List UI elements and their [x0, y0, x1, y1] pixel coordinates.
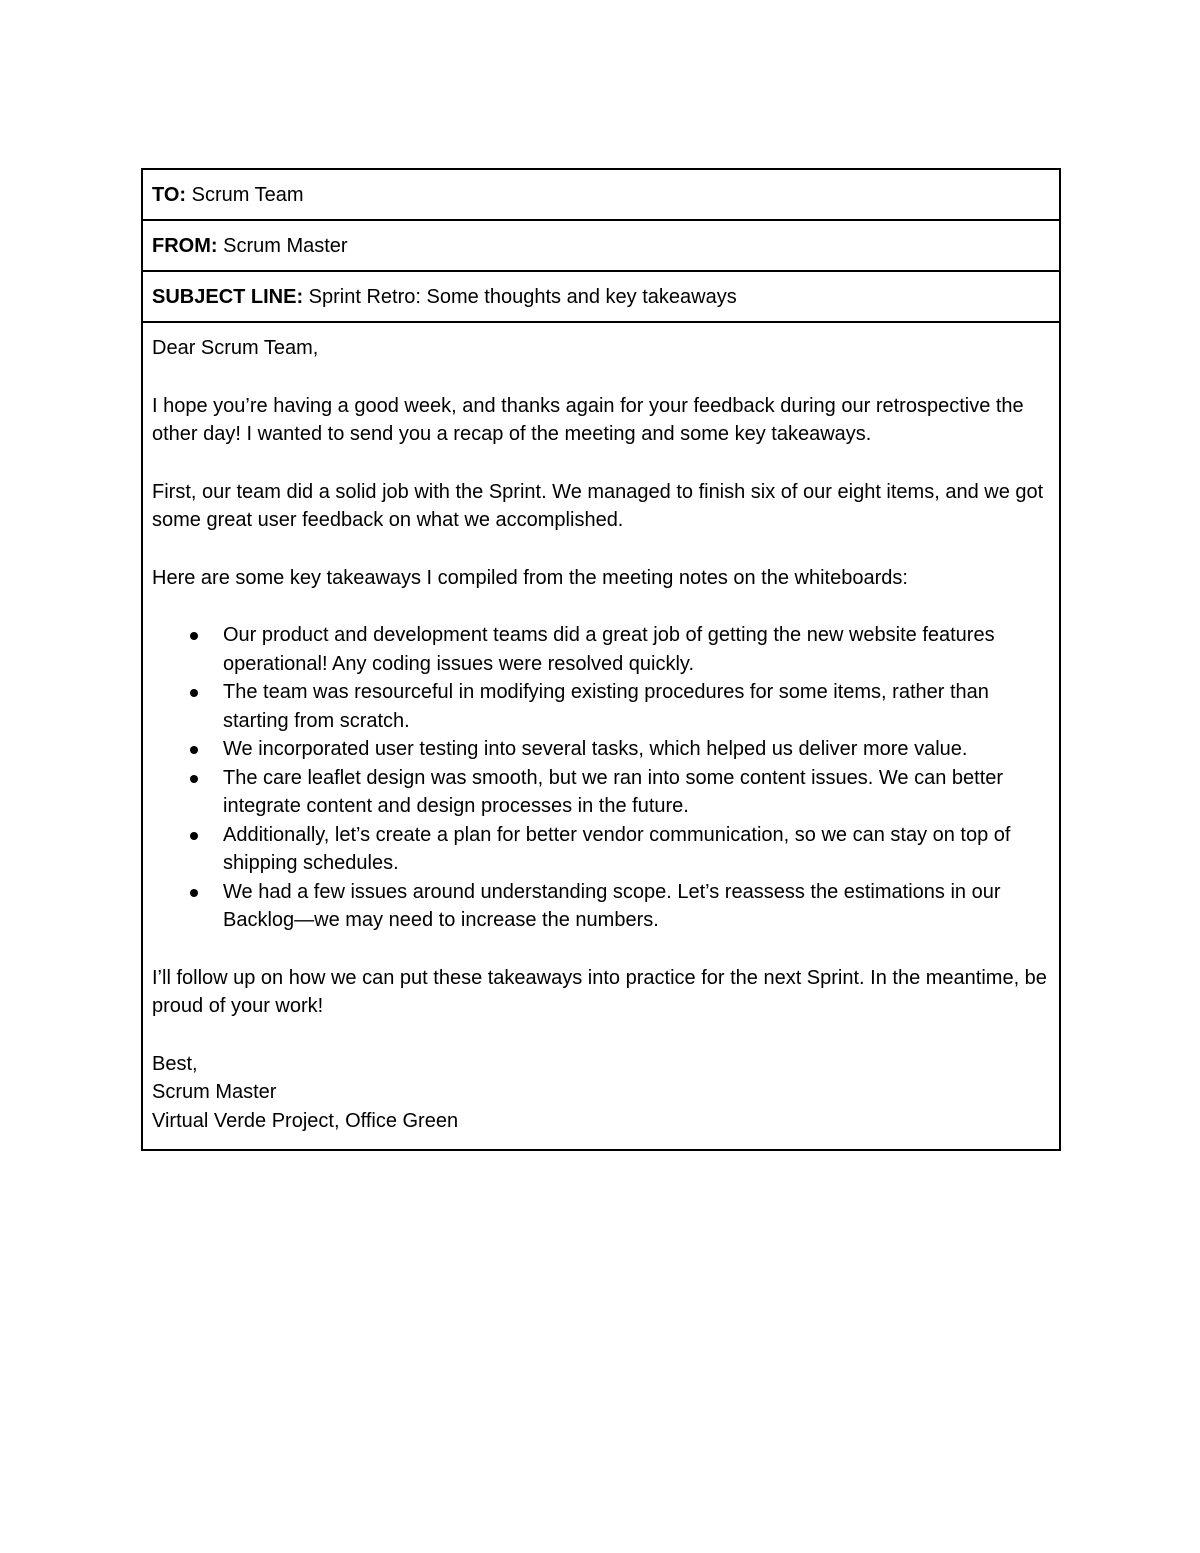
list-item [152, 621, 1050, 678]
list-item [152, 878, 1050, 935]
message-body [143, 323, 1059, 1149]
to-label: TO: [152, 184, 187, 206]
list-item-text: The care leaflet design was smooth, but we ran into some content issues. We can better integrate content and design processes in the future. [223, 766, 1004, 817]
intro-paragraph: I hope you’re having a good week, and thanks again for your feedback during our retrospective the other day! I wanted to send you a recap of the meeting and some key takeaways. [152, 394, 1024, 445]
list-item-text: The team was resourceful in modifying existing procedures for some items, rather than starting from scratch. [223, 681, 989, 732]
greeting: Dear Scrum Team, [152, 337, 319, 359]
takeaways-intro: Here are some key takeaways I compiled from the meeting notes on the whiteboards: [152, 566, 908, 589]
from-label: FROM: [152, 235, 218, 257]
from-value: Scrum Master [217, 235, 348, 257]
bullet-icon [190, 632, 198, 640]
bullet-icon [190, 889, 198, 897]
bullet-icon [190, 832, 198, 840]
subject-label: SUBJECT LINE: [152, 286, 304, 308]
summary-paragraph: First, our team did a solid job with the Sprint. We managed to finish six of our eight items, and we got some great user feedback on what we accomplished. [152, 480, 1044, 531]
bullet-icon [190, 746, 198, 754]
bullet-icon [190, 775, 198, 783]
signoff: Best, [152, 1052, 198, 1075]
takeaways-list [152, 621, 1050, 935]
list-item [152, 821, 1050, 878]
to-value: Scrum Team [186, 184, 304, 206]
signature-organization: Virtual Verde Project, Office Green [152, 1109, 459, 1132]
list-item [152, 764, 1050, 821]
subject-value: Sprint Retro: Some thoughts and key takeaways [303, 286, 737, 308]
subject-row [143, 272, 1059, 323]
bullet-icon [190, 689, 198, 697]
list-item-text: Additionally, let’s create a plan for better vendor communication, so we can stay on top of shipping schedules. [223, 823, 1011, 874]
list-item [152, 735, 1050, 764]
list-item-text: Our product and development teams did a great job of getting the new website features operational! Any coding issues were resolved quickly. [223, 624, 995, 675]
list-item [152, 678, 1050, 735]
signature-name: Scrum Master [152, 1081, 277, 1103]
list-item-text: We had a few issues around understanding scope. Let’s reassess the estimations in our Backlog—we may need to increase the numbers. [223, 880, 1001, 931]
list-item-text: We incorporated user testing into several tasks, which helped us deliver more value. [223, 738, 968, 760]
memo-table [141, 168, 1061, 1151]
from-row [143, 221, 1059, 272]
to-row [143, 170, 1059, 221]
closing-paragraph: I’ll follow up on how we can put these takeaways into practice for the next Sprint. In the meantime, be proud of your work! [152, 966, 1047, 1017]
